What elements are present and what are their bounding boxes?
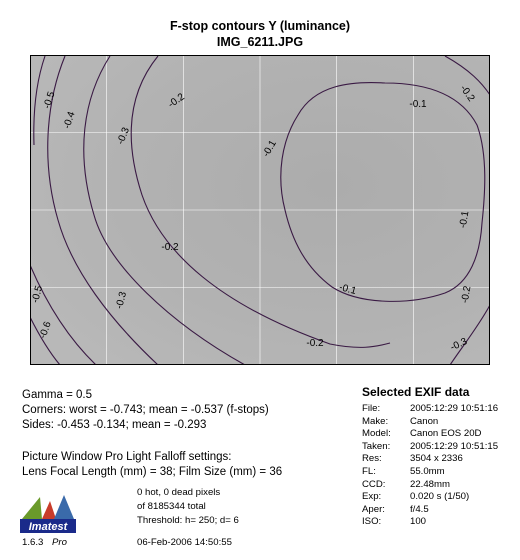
settings-title: Picture Window Pro Light Falloff settings:	[22, 451, 232, 463]
exif-row	[362, 440, 499, 452]
exif-key: Taken:	[362, 440, 391, 452]
exif-key: CCD:	[362, 478, 386, 490]
contour-label: -0.1	[409, 99, 427, 110]
contour-label: -0.2	[161, 242, 179, 253]
version-text: 1.6.3	[22, 537, 44, 548]
exif-key: FL:	[362, 466, 376, 477]
exif-row	[362, 403, 499, 414]
exif-row	[362, 503, 429, 515]
settings-values: Lens Focal Length (mm) = 38; Film Size (mm) = 36	[22, 466, 283, 478]
pixels-line1: 0 hot, 0 dead pixels	[137, 487, 221, 498]
logo-text: Imatest	[28, 521, 68, 533]
exif-key: File:	[362, 403, 381, 414]
contour-plot	[30, 55, 490, 365]
contour-label: -0.2	[306, 338, 324, 349]
contour-label: -0.1	[260, 138, 279, 159]
exif-value: 22.48mm	[410, 478, 450, 490]
exif-row	[362, 491, 470, 503]
imatest-logo	[20, 493, 76, 533]
contour-label: -0.2	[166, 91, 187, 111]
exif-key: ISO:	[362, 516, 382, 528]
contour-label: -0.3	[448, 336, 470, 354]
exif-row	[362, 453, 463, 465]
exif-title: Selected EXIF data	[362, 385, 470, 399]
exif-key: Exp:	[362, 491, 382, 503]
gamma-text: Gamma = 0.5	[22, 389, 92, 401]
exif-key: Make:	[362, 415, 389, 427]
exif-row	[362, 466, 445, 477]
exif-value: 2005:12:29 10:51:16	[410, 403, 499, 414]
footer-datetime: 06-Feb-2006 14:50:55	[137, 537, 232, 548]
pixels-line2: of 8185344 total	[137, 501, 206, 512]
exif-value: 100	[410, 516, 427, 528]
contour-label: -0.4	[61, 110, 78, 131]
contour-label: -0.3	[115, 126, 133, 147]
exif-value: Canon	[410, 415, 439, 427]
exif-value: 0.020 s (1/50)	[410, 491, 470, 503]
chart-title: F-stop contours Y (luminance)	[169, 19, 351, 33]
edition-text: Pro	[52, 537, 67, 548]
exif-row	[362, 428, 482, 440]
corners-text: Corners: worst = -0.743; mean = -0.537 (f-stops)	[22, 404, 269, 416]
exif-value: 55.0mm	[410, 466, 445, 477]
contour-label: -0.5	[41, 90, 58, 111]
exif-row	[362, 415, 439, 427]
contour-label: -0.1	[457, 210, 472, 230]
exif-value: Canon EOS 20D	[410, 428, 482, 440]
exif-key: Res:	[362, 453, 382, 465]
contour-label: -0.1	[337, 282, 358, 298]
contour-label: -0.5	[30, 284, 46, 305]
exif-value: 3504 x 2336	[410, 453, 463, 465]
contour-label: -0.6	[37, 320, 54, 341]
contour-label: -0.2	[459, 285, 474, 305]
contour-label: -0.3	[114, 290, 130, 311]
chart-subtitle: IMG_6211.JPG	[216, 35, 304, 49]
exif-value: f/4.5	[410, 503, 429, 515]
pixels-line3: Threshold: h= 250; d= 6	[137, 515, 239, 526]
exif-row	[362, 478, 450, 490]
exif-row	[362, 516, 427, 528]
exif-key: Aper:	[362, 503, 385, 515]
exif-value: 2005:12:29 10:51:15	[410, 440, 499, 452]
sides-text: Sides: -0.453 -0.134; mean = -0.293	[22, 419, 207, 431]
exif-key: Model:	[362, 428, 391, 440]
contour-label: -0.2	[457, 83, 477, 104]
